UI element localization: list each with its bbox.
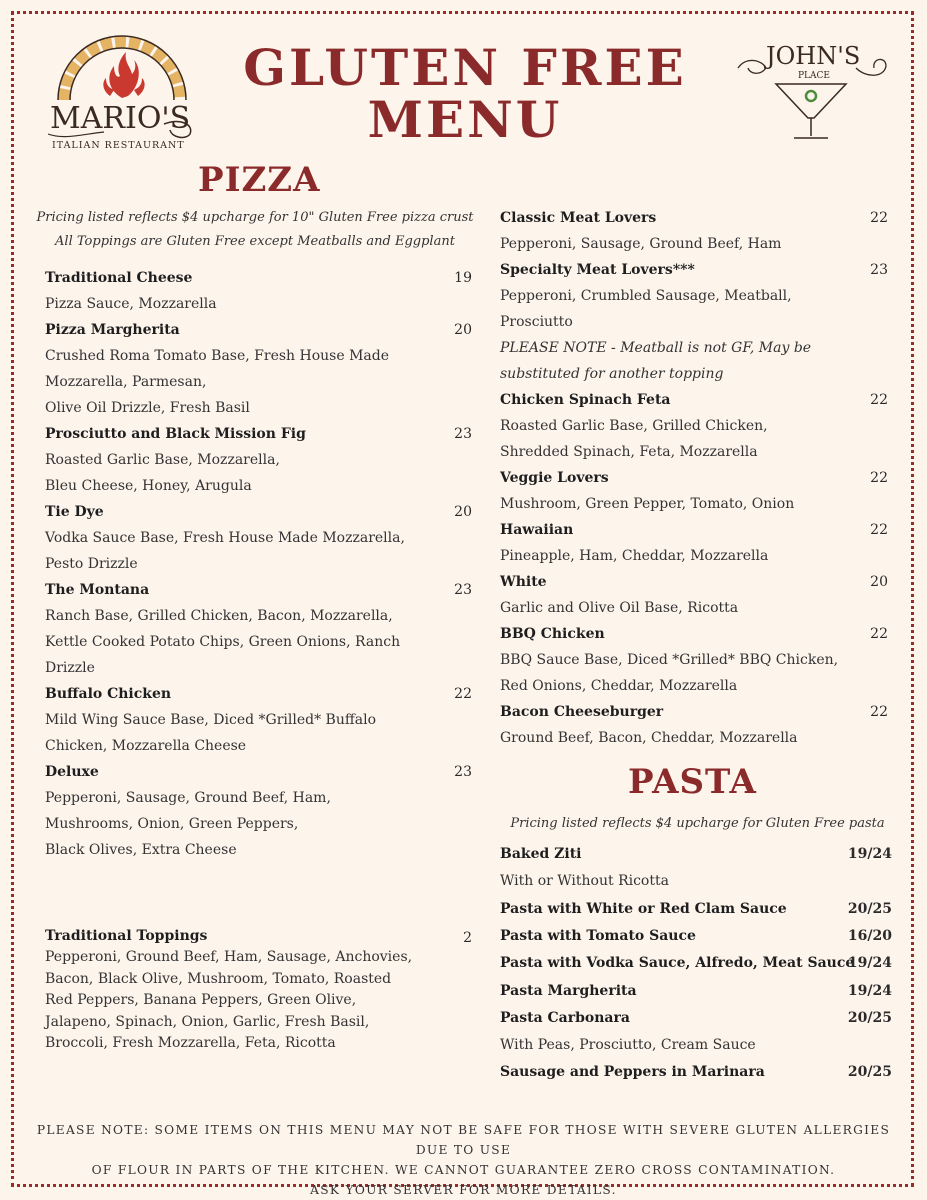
toppings-line: Broccoli, Fresh Mozzarella, Feta, Ricotta — [45, 1035, 336, 1051]
pizza-item-price: 22 — [870, 392, 888, 408]
pizza-item-description: Roasted Garlic Base, Grilled Chicken, — [500, 418, 768, 434]
pizza-item-name: Prosciutto and Black Mission Fig — [45, 426, 306, 442]
pizza-item-price: 22 — [454, 686, 472, 702]
toppings-name: Traditional Toppings — [45, 928, 208, 944]
disclaimer-line-2: OF FLOUR IN PARTS OF THE KITCHEN. WE CANNOT GUARANTEE ZERO CROSS CONTAMINATION. — [91, 1163, 836, 1177]
pizza-item-description: Mushrooms, Onion, Green Peppers, — [45, 816, 299, 832]
pizza-item-description: Pesto Drizzle — [45, 556, 138, 572]
toppings-line: Red Peppers, Banana Peppers, Green Olive, — [45, 992, 357, 1008]
pizza-item-name: Pizza Margherita — [45, 322, 180, 338]
pizza-item-description: Kettle Cooked Potato Chips, Green Onions, Ranch — [45, 634, 401, 650]
pizza-item-description: Red Onions, Cheddar, Mozzarella — [500, 678, 738, 694]
flame-icon — [103, 52, 144, 98]
pizza-note-1: Pricing listed reflects $4 upcharge for 10" Gluten Free pizza crust — [36, 210, 474, 225]
pasta-item-price: 20/25 — [847, 1009, 892, 1026]
pizza-item-price: 23 — [454, 764, 472, 780]
pizza-item-description: Mozzarella, Parmesan, — [45, 374, 207, 390]
pizza-item-description: Pepperoni, Sausage, Ground Beef, Ham — [500, 236, 782, 252]
pizza-item-description: Prosciutto — [500, 314, 573, 330]
svg-text:JOHN'S: JOHN'S — [766, 42, 861, 70]
marios-arch-icon — [44, 30, 204, 152]
pasta-item-name: Pasta with Tomato Sauce — [500, 927, 696, 944]
pizza-heading: PIZZA — [198, 160, 321, 200]
pizza-note-2: All Toppings are Gluten Free except Meatballs and Eggplant — [55, 234, 455, 249]
pasta-note: Pricing listed reflects $4 upcharge for Gluten Free pasta — [510, 816, 885, 831]
pizza-item-description: Olive Oil Drizzle, Fresh Basil — [45, 400, 250, 416]
disclaimer-line-1: PLEASE NOTE: SOME ITEMS ON THIS MENU MAY NOT BE SAFE FOR THOSE WITH SEVERE GLUTEN ALLERGIES DUE TO USE — [36, 1123, 891, 1157]
pasta-item-name: Baked Ziti — [500, 846, 582, 862]
pizza-item-price: 23 — [454, 426, 472, 442]
allergy-disclaimer — [20, 1120, 907, 1200]
pizza-item-name: The Montana — [45, 582, 150, 598]
pizza-item-price: 22 — [870, 704, 888, 720]
pizza-item-name: Chicken Spinach Feta — [500, 392, 671, 408]
pizza-item-description: Bleu Cheese, Honey, Arugula — [45, 478, 252, 494]
pizza-item-description: Chicken, Mozzarella Cheese — [45, 738, 247, 754]
pizza-item-name: Traditional Cheese — [45, 270, 193, 286]
pizza-item-name: Specialty Meat Lovers*** — [500, 262, 695, 278]
pasta-item-price: 16/20 — [847, 927, 892, 944]
pizza-item-name: Buffalo Chicken — [45, 686, 172, 702]
pizza-item-description: Roasted Garlic Base, Mozzarella, — [45, 452, 280, 468]
pizza-item-price: 20 — [870, 574, 888, 590]
pizza-item-note: substituted for another topping — [500, 366, 724, 382]
pizza-item-description: BBQ Sauce Base, Diced *Grilled* BBQ Chicken, — [500, 652, 839, 668]
pizza-item-price: 19 — [454, 270, 472, 286]
title-line-2: MENU — [367, 90, 563, 149]
pizza-item-description: Garlic and Olive Oil Base, Ricotta — [500, 600, 739, 616]
pasta-item-price: 19/24 — [847, 846, 892, 862]
toppings-price: 2 — [463, 930, 472, 946]
pizza-item-name: Tie Dye — [45, 504, 104, 520]
page-title — [225, 38, 705, 149]
pasta-item-name: Pasta Margherita — [500, 982, 637, 999]
johns-place-logo — [736, 38, 890, 144]
pizza-item-description: Crushed Roma Tomato Base, Fresh House Made — [45, 348, 390, 364]
pasta-item-name: Pasta with White or Red Clam Sauce — [500, 900, 787, 917]
pasta-item-description: With or Without Ricotta — [500, 873, 669, 890]
marios-logo — [44, 30, 204, 152]
toppings-line: Jalapeno, Spinach, Onion, Garlic, Fresh Basil, — [45, 1013, 370, 1030]
pizza-item-note: PLEASE NOTE - Meatball is not GF, May be — [500, 340, 812, 356]
pizza-item-price: 23 — [870, 262, 888, 278]
pizza-item-description: Vodka Sauce Base, Fresh House Made Mozzarella, — [45, 530, 405, 546]
title-line-1: GLUTEN FREE — [243, 38, 687, 97]
svg-text:PLACE: PLACE — [798, 71, 830, 81]
toppings-line: Bacon, Black Olive, Mushroom, Tomato, Roasted — [45, 970, 392, 987]
pizza-item-description: Drizzle — [45, 660, 95, 676]
pizza-item-price: 23 — [454, 582, 472, 598]
pizza-item-description: Pepperoni, Sausage, Ground Beef, Ham, — [45, 790, 331, 806]
pizza-item-price: 20 — [454, 504, 472, 520]
pizza-item-price: 22 — [870, 210, 888, 226]
pizza-item-price: 22 — [870, 522, 888, 538]
pizza-item-name: White — [500, 574, 547, 590]
pasta-item-price: 19/24 — [847, 982, 892, 999]
pasta-heading: PASTA — [628, 762, 757, 802]
pasta-item-description: With Peas, Prosciutto, Cream Sauce — [500, 1037, 756, 1054]
pizza-item-description: Shredded Spinach, Feta, Mozzarella — [500, 444, 758, 460]
pizza-item-description: Pineapple, Ham, Cheddar, Mozzarella — [500, 548, 769, 564]
pizza-item-description: Ground Beef, Bacon, Cheddar, Mozzarella — [500, 730, 798, 746]
pizza-item-price: 20 — [454, 322, 472, 338]
svg-text:ITALIAN RESTAURANT: ITALIAN RESTAURANT — [52, 140, 185, 151]
pizza-item-name: BBQ Chicken — [500, 626, 605, 642]
pizza-item-description: Black Olives, Extra Cheese — [45, 842, 237, 858]
pasta-item-name: Pasta Carbonara — [500, 1009, 630, 1026]
pizza-item-name: Deluxe — [45, 764, 99, 780]
pizza-item-name: Bacon Cheeseburger — [500, 704, 664, 720]
pizza-item-name: Classic Meat Lovers — [500, 210, 657, 226]
pizza-item-name: Veggie Lovers — [500, 470, 609, 486]
pizza-item-price: 22 — [870, 470, 888, 486]
pasta-item-price: 20/25 — [847, 900, 892, 917]
pizza-item-description: Pizza Sauce, Mozzarella — [45, 296, 217, 312]
pizza-item-name: Hawaiian — [500, 522, 574, 538]
pizza-item-description: Pepperoni, Crumbled Sausage, Meatball, — [500, 288, 792, 304]
pizza-item-description: Mushroom, Green Pepper, Tomato, Onion — [500, 496, 795, 512]
martini-glass-icon — [736, 38, 890, 144]
pizza-item-price: 22 — [870, 626, 888, 642]
pizza-item-description: Ranch Base, Grilled Chicken, Bacon, Mozzarella, — [45, 608, 393, 624]
svg-text:MARIO'S: MARIO'S — [50, 101, 191, 136]
pasta-item-price: 20/25 — [847, 1064, 892, 1081]
pasta-item-name: Pasta with Vodka Sauce, Alfredo, Meat Sauce — [500, 955, 855, 972]
pasta-item-price: 19/24 — [847, 955, 892, 972]
toppings-line: Pepperoni, Ground Beef, Ham, Sausage, Anchovies, — [45, 949, 413, 965]
pasta-item-name: Sausage and Peppers in Marinara — [500, 1064, 765, 1081]
pizza-item-description: Mild Wing Sauce Base, Diced *Grilled* Buffalo — [45, 712, 377, 728]
disclaimer-line-3: ASK YOUR SERVER FOR MORE DETAILS. — [310, 1183, 617, 1197]
